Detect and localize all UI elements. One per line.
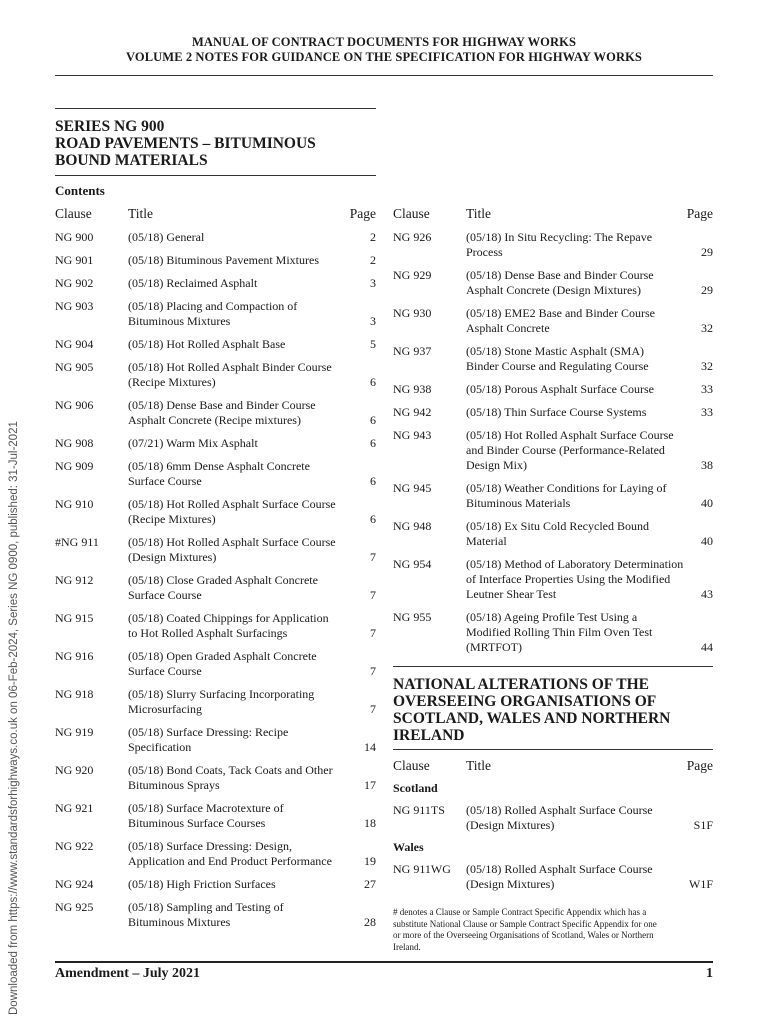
page-ref: 2 (370, 253, 376, 267)
clause-title-line: (05/18) Hot Rolled Asphalt Surface Course (128, 497, 336, 511)
page-ref: 14 (364, 740, 376, 754)
clause-title-line: (05/18) Close Graded Asphalt Concrete (128, 573, 318, 587)
clause-title (466, 862, 653, 892)
clause-title (128, 900, 284, 930)
clause-title (128, 337, 285, 352)
page-ref: 38 (701, 458, 713, 472)
page-ref: 2 (370, 230, 376, 244)
clause-number: NG 922 (55, 839, 94, 853)
contents-heading: Contents (55, 183, 105, 198)
clause-title-line: (05/18) Rolled Asphalt Surface Course (466, 862, 653, 876)
page-ref: 33 (701, 382, 713, 396)
clause-title (466, 344, 649, 374)
page-ref: 6 (370, 474, 376, 488)
clause-title-line: (05/18) Hot Rolled Asphalt Surface Course (466, 428, 674, 442)
clause-title-line: (05/18) Ex Situ Cold Recycled Bound (466, 519, 649, 533)
page-ref: 3 (370, 314, 376, 328)
clause-number: NG 911TS (393, 803, 445, 817)
page-ref: 44 (701, 640, 713, 654)
clause-title-line: Bituminous Sprays (128, 778, 220, 792)
clause-title (128, 276, 257, 291)
national-top-rule (393, 666, 713, 667)
clause-title-line: (05/18) Coated Chippings for Application (128, 611, 329, 625)
clause-title-line: (05/18) Ageing Profile Test Using a (466, 610, 638, 624)
clause-title-line: (05/18) Weather Conditions for Laying of (466, 481, 667, 495)
clause-title-line: Specification (128, 740, 192, 754)
clause-title (466, 405, 646, 420)
page-ref: 5 (370, 337, 376, 351)
clause-title (128, 763, 333, 793)
clause-number: NG 924 (55, 877, 94, 891)
page-ref: 19 (364, 854, 376, 868)
clause-title (466, 519, 649, 549)
clause-title-line: (05/18) Surface Dressing: Design, (128, 839, 292, 853)
wales-label: Wales (393, 840, 424, 854)
national-bottom-rule (393, 749, 713, 750)
clause-title (128, 398, 316, 428)
clause-number: NG 910 (55, 497, 94, 511)
amendment-label: Amendment – July 2021 (55, 966, 201, 981)
clause-title-line: of Interface Properties Using the Modified (466, 572, 671, 586)
clause-number: NG 908 (55, 436, 94, 450)
clause-title (128, 801, 284, 831)
clause-number: NG 905 (55, 360, 94, 374)
clause-title (466, 382, 654, 397)
page-ref: 7 (370, 550, 376, 564)
page-ref: 18 (364, 816, 376, 830)
clause-title-line: (05/18) General (128, 230, 205, 244)
clause-title-line: (05/18) Bond Coats, Tack Coats and Other (128, 763, 333, 777)
page-ref: S1F (693, 818, 713, 832)
clause-title-line: Design Mix) (466, 458, 527, 472)
right-title-header: Title (466, 206, 492, 221)
clause-title-line: Process (466, 245, 503, 259)
clause-number: NG 915 (55, 611, 94, 625)
clause-title (128, 299, 297, 329)
clause-title-line: (05/18) In Situ Recycling: The Repave (466, 230, 653, 244)
clause-title-line: (05/18) Hot Rolled Asphalt Binder Course (128, 360, 332, 374)
clause-title-line: and Binder Course (Performance-Related (466, 443, 665, 457)
clause-title-line: Asphalt Concrete (Recipe mixtures) (128, 413, 301, 427)
clause-title-line: Asphalt Concrete (466, 321, 550, 335)
clause-title-line: Bituminous Materials (466, 496, 571, 510)
page-ref: 6 (370, 375, 376, 389)
clause-number: NG 911WG (393, 862, 451, 876)
clause-number: NG 919 (55, 725, 94, 739)
series-top-rule (55, 108, 376, 109)
footnote-line: substitute National Clause or Sample Contract Specific Appendix for one (393, 918, 657, 929)
national-title-line2: OVERSEEING ORGANISATIONS OF (393, 693, 657, 710)
clause-title (466, 428, 674, 473)
footnote-line: # denotes a Clause or Sample Contract Specific Appendix which has a (393, 907, 647, 917)
clause-title-line: Bituminous Mixtures (128, 915, 231, 929)
clause-title-line: Modified Rolling Thin Film Oven Test (466, 625, 653, 639)
national-title-line4: IRELAND (393, 727, 465, 744)
national-title-line3: SCOTLAND, WALES AND NORTHERN (393, 710, 671, 727)
clause-title (128, 611, 329, 641)
clause-title (466, 610, 652, 655)
page-ref: 3 (370, 276, 376, 290)
page-ref: 27 (364, 877, 376, 891)
clause-title-line: (05/18) Method of Laboratory Determination (466, 557, 684, 571)
clause-title-line: (Design Mixtures) (466, 877, 555, 891)
clause-title (128, 725, 288, 755)
clause-title-line: (05/18) Sampling and Testing of (128, 900, 284, 914)
clause-title-line: to Hot Rolled Asphalt Surfacings (128, 626, 288, 640)
clause-number: NG 938 (393, 382, 432, 396)
clause-number: NG 929 (393, 268, 432, 282)
national-title-line1: NATIONAL ALTERATIONS OF THE (393, 676, 649, 693)
clause-title-line: Surface Course (128, 664, 202, 678)
clause-title-line: (05/18) Dense Base and Binder Course (466, 268, 654, 282)
clause-title (128, 839, 332, 869)
clause-number: NG 954 (393, 557, 432, 571)
left-page-header: Page (349, 206, 376, 221)
national-clause-header: Clause (393, 758, 430, 773)
clause-title-line: (Design Mixtures) (466, 818, 555, 832)
national-page-header: Page (686, 758, 713, 773)
right-page-header: Page (686, 206, 713, 221)
page-ref: 33 (701, 405, 713, 419)
clause-number: NG 930 (393, 306, 432, 320)
clause-title-line: Material (466, 534, 507, 548)
clause-number: NG 920 (55, 763, 94, 777)
clause-title-line: (Design Mixtures) (128, 550, 217, 564)
clause-title (128, 573, 318, 603)
page-ref: 7 (370, 702, 376, 716)
left-clause-header: Clause (55, 206, 92, 221)
clause-title-line: (05/18) Hot Rolled Asphalt Surface Course (128, 535, 336, 549)
clause-title-line: (07/21) Warm Mix Asphalt (128, 436, 258, 450)
clause-number: NG 904 (55, 337, 94, 351)
clause-number: NG 903 (55, 299, 94, 313)
clause-title (128, 497, 336, 527)
page-ref: 7 (370, 626, 376, 640)
page-number: 1 (706, 966, 713, 981)
clause-title-line: (05/18) Slurry Surfacing Incorporating (128, 687, 315, 701)
clause-title (466, 230, 652, 260)
clause-title-line: (05/18) 6mm Dense Asphalt Concrete (128, 459, 310, 473)
clause-title-line: (05/18) Thin Surface Course Systems (466, 405, 647, 419)
clause-number: NG 921 (55, 801, 94, 815)
clause-number: NG 916 (55, 649, 94, 663)
page-ref: 43 (701, 587, 713, 601)
left-title-header: Title (128, 206, 154, 221)
footnote (393, 907, 715, 953)
clause-title-line: (05/18) Dense Base and Binder Course (128, 398, 316, 412)
clause-title-line: Surface Course (128, 474, 202, 488)
clause-number: NG 945 (393, 481, 432, 495)
series-bottom-rule (55, 175, 376, 176)
clause-number: NG 925 (55, 900, 94, 914)
clause-title (128, 360, 332, 390)
clause-number: NG 942 (393, 405, 432, 419)
volume-title: VOLUME 2 NOTES FOR GUIDANCE ON THE SPECIFICATION FOR HIGHWAY WORKS (126, 50, 642, 64)
clause-title-line: (05/18) Porous Asphalt Surface Course (466, 382, 654, 396)
clause-title (128, 436, 258, 451)
clause-title (128, 535, 336, 565)
page-ref: 6 (370, 413, 376, 427)
clause-number: NG 918 (55, 687, 94, 701)
clause-title-line: (05/18) High Friction Surfaces (128, 877, 276, 891)
clause-title-line: Surface Course (128, 588, 202, 602)
clause-title (466, 268, 654, 298)
clause-title-line: Bituminous Mixtures (128, 314, 231, 328)
series-number: SERIES NG 900 (55, 118, 165, 135)
clause-number: NG 955 (393, 610, 432, 624)
clause-number: NG 902 (55, 276, 94, 290)
header-rule (55, 75, 713, 76)
scotland-label: Scotland (393, 781, 438, 795)
clause-title-line: (05/18) Rolled Asphalt Surface Course (466, 803, 653, 817)
download-watermark: Downloaded from https://www.standardsforhighways.co.uk on 06-Feb-2024, Series NG 0900, published: 31-Jul-2021 (8, 421, 20, 1015)
clause-number: NG 901 (55, 253, 94, 267)
footnote-line: Ireland. (393, 941, 421, 952)
right-clause-header: Clause (393, 206, 430, 221)
clause-title (128, 459, 310, 489)
clause-title (128, 253, 319, 268)
clause-title-line: (05/18) Surface Macrotexture of (128, 801, 284, 815)
clause-number: NG 909 (55, 459, 94, 473)
clause-title-line: (05/18) Placing and Compaction of (128, 299, 298, 313)
clause-title-line: Binder Course and Regulating Course (466, 359, 649, 373)
clause-number: NG 900 (55, 230, 94, 244)
clause-title-line: (05/18) Hot Rolled Asphalt Base (128, 337, 286, 351)
clause-title-line: (05/18) Stone Mastic Asphalt (SMA) (466, 344, 644, 358)
page-ref: 32 (701, 359, 713, 373)
manual-title: MANUAL OF CONTRACT DOCUMENTS FOR HIGHWAY WORKS (191, 35, 577, 49)
clause-title (128, 230, 204, 245)
clause-title-line: Application and End Product Performance (128, 854, 332, 868)
clause-title (128, 687, 314, 717)
page-ref: 29 (701, 245, 713, 259)
page-ref: 17 (364, 778, 376, 792)
clause-title-line: Microsurfacing (128, 702, 202, 716)
footer-rule (55, 961, 713, 963)
series-title-line2: BOUND MATERIALS (55, 152, 208, 169)
clause-number: NG 943 (393, 428, 432, 442)
clause-title-line: (05/18) Surface Dressing: Recipe (128, 725, 289, 739)
clause-title-line: (05/18) Open Graded Asphalt Concrete (128, 649, 317, 663)
clause-number: #NG 911 (55, 535, 99, 549)
page-ref: 7 (370, 588, 376, 602)
clause-title-line: (MRTFOT) (466, 640, 522, 654)
page-ref: 40 (701, 534, 713, 548)
series-title-line1: ROAD PAVEMENTS – BITUMINOUS (55, 135, 316, 152)
page-ref: 28 (364, 915, 376, 929)
page-ref: 40 (701, 496, 713, 510)
clause-number: NG 912 (55, 573, 94, 587)
page-ref: 6 (370, 512, 376, 526)
clause-title-line: (05/18) Reclaimed Asphalt (128, 276, 258, 290)
footnote-line: or more of the Overseeing Organisations of Scotland, Wales or Northern (393, 930, 654, 940)
page-ref: 29 (701, 283, 713, 297)
clause-title (466, 557, 683, 602)
national-title-header: Title (466, 758, 492, 773)
clause-title-line: Asphalt Concrete (Design Mixtures) (466, 283, 641, 297)
clause-title-line: (05/18) Bituminous Pavement Mixtures (128, 253, 319, 267)
clause-title (128, 877, 276, 892)
clause-number: NG 937 (393, 344, 432, 358)
clause-number: NG 926 (393, 230, 432, 244)
clause-title-line: (Recipe Mixtures) (128, 375, 216, 389)
clause-title (466, 803, 653, 833)
clause-title (466, 481, 666, 511)
clause-title (466, 306, 655, 336)
page-ref: 32 (701, 321, 713, 335)
clause-title-line: Bituminous Surface Courses (128, 816, 266, 830)
page-ref: W1F (689, 877, 713, 891)
clause-title (128, 649, 317, 679)
clause-number: NG 906 (55, 398, 94, 412)
clause-title-line: (05/18) EME2 Base and Binder Course (466, 306, 655, 320)
clause-number: NG 948 (393, 519, 432, 533)
clause-title-line: Leutner Shear Test (466, 587, 557, 601)
page-ref: 7 (370, 664, 376, 678)
page-ref: 6 (370, 436, 376, 450)
clause-title-line: (Recipe Mixtures) (128, 512, 216, 526)
